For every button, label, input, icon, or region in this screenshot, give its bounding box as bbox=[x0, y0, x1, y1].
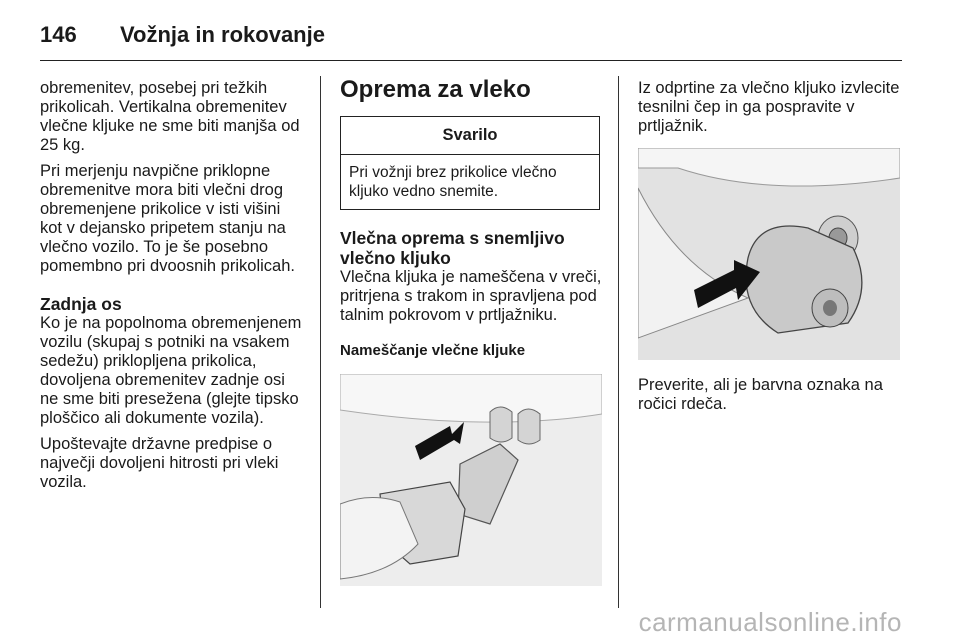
heading-towing-equipment: Oprema za vleko bbox=[340, 76, 531, 103]
heading-installing-hook: Nameščanje vlečne kljuke bbox=[340, 342, 526, 359]
page-title: Vožnja in rokovanje bbox=[120, 22, 325, 47]
warning-title: Svarilo bbox=[341, 117, 599, 155]
coupling-illustration bbox=[638, 148, 900, 360]
paragraph-speed: Upoštevajte državne predpise o največji dovoljeni hitrosti pri vleki vozila. bbox=[40, 435, 279, 491]
paragraph-load: obremenitev, posebej pri težkih prikolicah. Vertikalna obremenitev vlečne kljuke ne sme biti manjša od 25 kg. bbox=[40, 79, 300, 154]
column-2 bbox=[340, 76, 604, 586]
watermark: carmanualsonline.info bbox=[638, 607, 902, 637]
paragraph-check-red: Preverite, ali je barvna oznaka na ročici rdeča. bbox=[638, 376, 883, 413]
paragraph-measure: Pri merjenju navpične priklopne obremenitve mora biti vlečni drog obremenjene prikolice v isti višini kot v dejansko pripetem stanju na vlečno vozilo. To je še posebno pomembno pri dvoosnih prikolicah. bbox=[40, 162, 295, 275]
paragraph-remove-plug: Iz odprtine za vlečno kljuko izvlecite tesnilni čep in ga pospravite v prtljažnik. bbox=[638, 79, 900, 135]
warning-text: Pri vožnji brez prikolice vlečno kljuko vedno snemite. bbox=[349, 164, 557, 200]
page-header bbox=[40, 22, 325, 48]
heading-detachable-hook: Vlečna oprema s snemljivo vlečno kljuko bbox=[340, 228, 565, 268]
header-rule bbox=[40, 60, 902, 61]
column-divider-2 bbox=[618, 76, 619, 608]
heading-rear-axle: Zadnja os bbox=[40, 294, 122, 314]
hook-removal-illustration bbox=[340, 374, 602, 586]
column-3 bbox=[638, 79, 902, 421]
page-number: 146 bbox=[40, 22, 77, 47]
paragraph-hook-storage: Vlečna kljuka je nameščena v vreči, pritrjena s trakom in spravljena pod talnim pokrovom v prtljažniku. bbox=[340, 268, 602, 324]
figure-hook-removal bbox=[340, 374, 602, 586]
paragraph-rear-axle: Ko je na popolnoma obremenjenem vozilu (skupaj s potniki na vsakem sedežu) priklopljena prikolica, dovoljena obremenitev zadnje osi ne sme biti presežena (glejte tipsko ploščico ali dokumente vozila). bbox=[40, 314, 302, 427]
warning-box bbox=[340, 116, 600, 210]
column-divider-1 bbox=[320, 76, 321, 608]
figure-check-marking bbox=[638, 148, 900, 360]
column-1 bbox=[40, 79, 304, 499]
